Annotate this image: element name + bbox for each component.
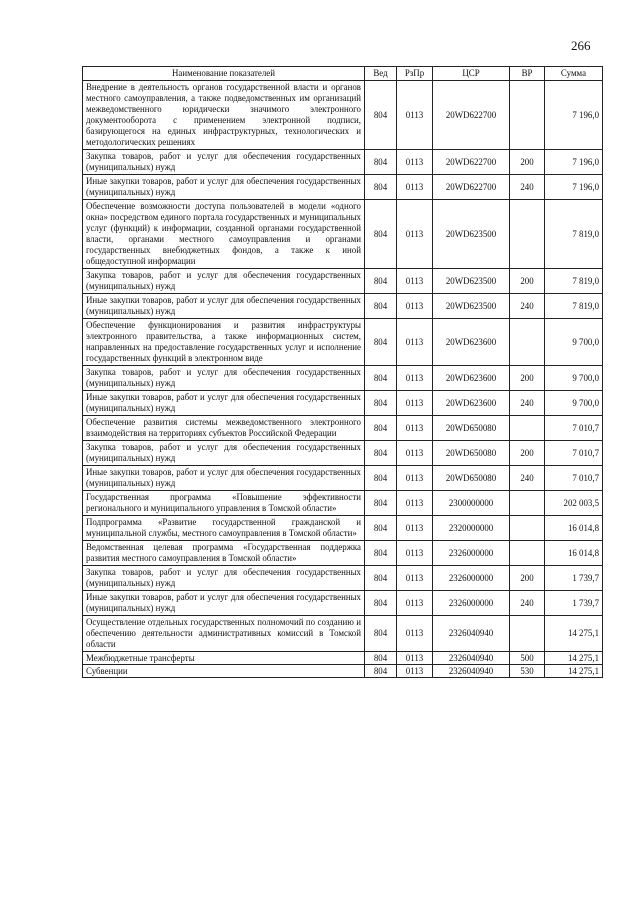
row-rzpr: 0113	[397, 491, 433, 516]
row-ved: 804	[365, 175, 397, 200]
row-vr: 240	[510, 591, 545, 616]
row-ved: 804	[365, 441, 397, 466]
row-rzpr: 0113	[397, 200, 433, 269]
row-csr: 20WD622700	[433, 175, 510, 200]
table-row	[83, 150, 603, 175]
row-csr: 20WD650080	[433, 441, 510, 466]
row-ved: 804	[365, 294, 397, 319]
row-rzpr: 0113	[397, 366, 433, 391]
row-sum: 16 014,8	[545, 516, 603, 541]
row-vr: 240	[510, 175, 545, 200]
row-sum: 7 819,0	[545, 294, 603, 319]
row-sum: 9 700,0	[545, 366, 603, 391]
row-rzpr: 0113	[397, 294, 433, 319]
row-rzpr: 0113	[397, 516, 433, 541]
table-row	[83, 466, 603, 491]
row-name: Обеспечение развития системы межведомственного электронного взаимодействия на территориях субъектов Российской Федерации	[83, 416, 365, 441]
table-row	[83, 81, 603, 150]
row-name: Подпрограмма «Развитие государственной гражданской и муниципальной службы, местного самоуправления в Томской области»	[83, 516, 365, 541]
table-row	[83, 652, 603, 665]
row-rzpr: 0113	[397, 150, 433, 175]
table-row	[83, 175, 603, 200]
row-csr: 2320000000	[433, 516, 510, 541]
row-csr: 20WD623600	[433, 319, 510, 366]
row-ved: 804	[365, 269, 397, 294]
row-csr: 2326000000	[433, 541, 510, 566]
table-row	[83, 541, 603, 566]
row-name: Закупка товаров, работ и услуг для обеспечения государственных (муниципальных) нужд	[83, 269, 365, 294]
row-name: Иные закупки товаров, работ и услуг для обеспечения государственных (муниципальных) нужд	[83, 294, 365, 319]
row-vr	[510, 516, 545, 541]
row-rzpr: 0113	[397, 269, 433, 294]
row-sum: 14 275,1	[545, 652, 603, 665]
row-ved: 804	[365, 391, 397, 416]
row-ved: 804	[365, 616, 397, 652]
header-name: Наименование показателей	[83, 67, 365, 81]
row-rzpr: 0113	[397, 652, 433, 665]
row-vr: 200	[510, 150, 545, 175]
table-header-row	[83, 67, 603, 81]
row-ved: 804	[365, 200, 397, 269]
row-sum: 7 010,7	[545, 466, 603, 491]
table-row	[83, 591, 603, 616]
row-rzpr: 0113	[397, 441, 433, 466]
row-ved: 804	[365, 566, 397, 591]
row-rzpr: 0113	[397, 81, 433, 150]
row-vr	[510, 416, 545, 441]
row-vr	[510, 616, 545, 652]
row-name: Государственная программа «Повышение эффективности регионального и муниципального управления в Томской области»	[83, 491, 365, 516]
row-sum: 9 700,0	[545, 319, 603, 366]
row-rzpr: 0113	[397, 665, 433, 678]
row-csr: 20WD623500	[433, 294, 510, 319]
row-sum: 7 196,0	[545, 81, 603, 150]
row-name: Закупка товаров, работ и услуг для обеспечения государственных (муниципальных) нужд	[83, 566, 365, 591]
row-vr: 200	[510, 441, 545, 466]
row-ved: 804	[365, 591, 397, 616]
row-sum: 7 196,0	[545, 175, 603, 200]
row-ved: 804	[365, 366, 397, 391]
row-csr: 2326000000	[433, 591, 510, 616]
row-ved: 804	[365, 466, 397, 491]
row-name: Внедрение в деятельность органов государственной власти и органов местного самоуправления, а также подведомственных им организаций межведомственного юридически значимого электронного документооборота с применением электронной подписи, базирующегося на единых инфраструктурных, технологических и методологических решениях	[83, 81, 365, 150]
row-name: Осуществление отдельных государственных полномочий по созданию и обеспечению деятельности административных комиссий в Томской области	[83, 616, 365, 652]
row-vr	[510, 319, 545, 366]
row-vr	[510, 81, 545, 150]
row-rzpr: 0113	[397, 391, 433, 416]
row-vr: 200	[510, 566, 545, 591]
row-sum: 14 275,1	[545, 616, 603, 652]
header-csr: ЦСР	[433, 67, 510, 81]
row-csr: 20WD650080	[433, 416, 510, 441]
row-ved: 804	[365, 319, 397, 366]
row-sum: 14 275,1	[545, 665, 603, 678]
header-vr: ВР	[510, 67, 545, 81]
row-name: Ведомственная целевая программа «Государственная поддержка развития местного самоуправления в Томской области»	[83, 541, 365, 566]
row-csr: 2326040940	[433, 652, 510, 665]
header-sum: Сумма	[545, 67, 603, 81]
row-csr: 20WD623600	[433, 391, 510, 416]
row-ved: 804	[365, 81, 397, 150]
budget-table	[82, 66, 603, 678]
row-sum: 9 700,0	[545, 391, 603, 416]
row-rzpr: 0113	[397, 591, 433, 616]
row-ved: 804	[365, 541, 397, 566]
row-sum: 7 196,0	[545, 150, 603, 175]
row-vr	[510, 491, 545, 516]
table-row	[83, 294, 603, 319]
row-csr: 20WD623600	[433, 366, 510, 391]
row-sum: 16 014,8	[545, 541, 603, 566]
row-csr: 2326040940	[433, 665, 510, 678]
row-sum: 7 819,0	[545, 200, 603, 269]
row-name: Межбюджетные трансферты	[83, 652, 365, 665]
row-vr: 240	[510, 294, 545, 319]
row-rzpr: 0113	[397, 566, 433, 591]
table-row	[83, 319, 603, 366]
row-csr: 20WD650080	[433, 466, 510, 491]
row-name: Иные закупки товаров, работ и услуг для обеспечения государственных (муниципальных) нужд	[83, 391, 365, 416]
row-rzpr: 0113	[397, 175, 433, 200]
row-vr: 200	[510, 269, 545, 294]
row-name: Закупка товаров, работ и услуг для обеспечения государственных (муниципальных) нужд	[83, 150, 365, 175]
row-sum: 7 010,7	[545, 441, 603, 466]
row-name: Субвенции	[83, 665, 365, 678]
table-row	[83, 491, 603, 516]
row-name: Закупка товаров, работ и услуг для обеспечения государственных (муниципальных) нужд	[83, 366, 365, 391]
row-ved: 804	[365, 665, 397, 678]
row-name: Иные закупки товаров, работ и услуг для обеспечения государственных (муниципальных) нужд	[83, 591, 365, 616]
table-row	[83, 200, 603, 269]
row-vr: 530	[510, 665, 545, 678]
header-rzpr: РзПр	[397, 67, 433, 81]
page-number: 266	[571, 38, 591, 53]
row-name: Закупка товаров, работ и услуг для обеспечения государственных (муниципальных) нужд	[83, 441, 365, 466]
row-vr: 500	[510, 652, 545, 665]
row-vr	[510, 541, 545, 566]
row-csr: 2326040940	[433, 616, 510, 652]
row-csr: 20WD623500	[433, 269, 510, 294]
row-name: Иные закупки товаров, работ и услуг для обеспечения государственных (муниципальных) нужд	[83, 175, 365, 200]
table-row	[83, 366, 603, 391]
header-ved: Вед	[365, 67, 397, 81]
row-ved: 804	[365, 516, 397, 541]
table-row	[83, 665, 603, 678]
row-rzpr: 0113	[397, 466, 433, 491]
row-rzpr: 0113	[397, 319, 433, 366]
row-csr: 20WD623500	[433, 200, 510, 269]
row-csr: 20WD622700	[433, 150, 510, 175]
row-sum: 1 739,7	[545, 566, 603, 591]
row-name: Иные закупки товаров, работ и услуг для обеспечения государственных (муниципальных) нужд	[83, 466, 365, 491]
row-sum: 7 010,7	[545, 416, 603, 441]
row-ved: 804	[365, 652, 397, 665]
table-row	[83, 391, 603, 416]
row-sum: 1 739,7	[545, 591, 603, 616]
row-csr: 2300000000	[433, 491, 510, 516]
row-ved: 804	[365, 416, 397, 441]
row-vr: 240	[510, 466, 545, 491]
table-row	[83, 516, 603, 541]
table-row	[83, 416, 603, 441]
row-name: Обеспечение возможности доступа пользователей в модели «одного окна» посредством единого портала государственных и муниципальных услуг (функций) к информации, созданной органами государственной власти, органами местного самоуправления и органами государственных внебюджетных фондов, а также к иной общедоступной информации	[83, 200, 365, 269]
row-rzpr: 0113	[397, 616, 433, 652]
table-row	[83, 616, 603, 652]
row-csr: 2326000000	[433, 566, 510, 591]
row-vr: 200	[510, 366, 545, 391]
table-row	[83, 566, 603, 591]
row-name: Обеспечение функционирования и развития инфраструктуры электронного правительства, а также информационных систем, направленных на предоставление государственных услуг и исполнение государственных функций в электронном виде	[83, 319, 365, 366]
row-rzpr: 0113	[397, 541, 433, 566]
row-vr: 240	[510, 391, 545, 416]
row-ved: 804	[365, 150, 397, 175]
table-row	[83, 269, 603, 294]
row-rzpr: 0113	[397, 416, 433, 441]
row-csr: 20WD622700	[433, 81, 510, 150]
row-vr	[510, 200, 545, 269]
row-sum: 7 819,0	[545, 269, 603, 294]
row-ved: 804	[365, 491, 397, 516]
row-sum: 202 003,5	[545, 491, 603, 516]
table-row	[83, 441, 603, 466]
